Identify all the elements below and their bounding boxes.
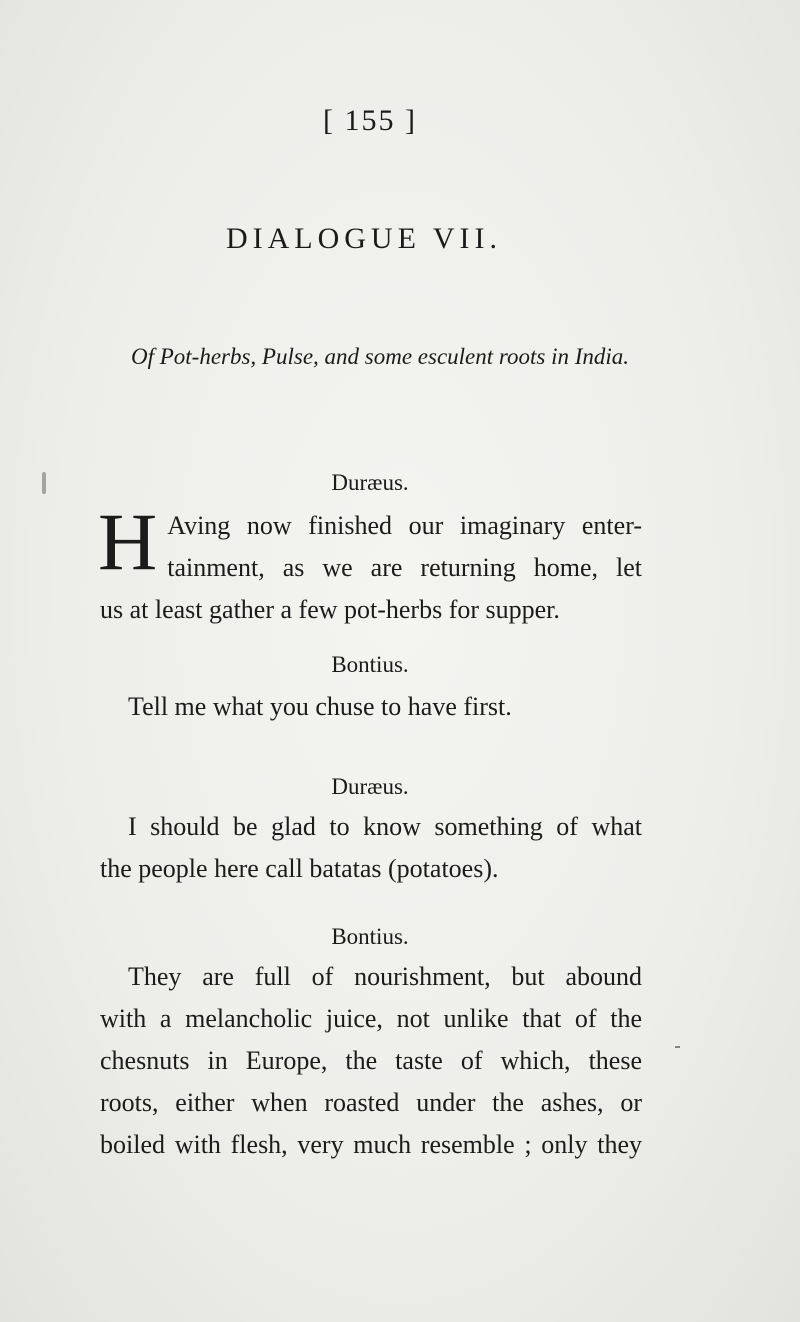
text-line: tainment, as we are returning home, let xyxy=(167,553,642,582)
chapter-title: DIALOGUE VII. xyxy=(225,222,503,255)
paragraph xyxy=(100,806,642,890)
speaker-heading: Duræus. xyxy=(331,470,409,495)
speaker-heading: Bontius. xyxy=(331,924,409,949)
paragraph xyxy=(98,496,642,631)
page-number: [ 155 ] xyxy=(323,104,417,137)
speaker-heading: Bontius. xyxy=(331,652,409,677)
speaker-heading: Duræus. xyxy=(331,774,409,799)
text-line: Tell me what you chuse to have first. xyxy=(128,692,512,721)
paragraph xyxy=(100,956,642,1166)
text-line: with a melancholic juice, not unlike that of the xyxy=(100,1004,642,1033)
text-line: I should be glad to know something of what xyxy=(128,812,642,841)
drop-cap: H xyxy=(98,496,158,587)
text-line: chesnuts in Europe, the taste of which, these xyxy=(100,1046,642,1075)
paragraph xyxy=(128,686,642,728)
text-line: boiled with flesh, very much resemble ; only they xyxy=(100,1130,642,1159)
text-line: the people here call batatas (potatoes). xyxy=(100,854,499,883)
text-line: us at least gather a few pot-herbs for supper. xyxy=(100,595,560,624)
text-line: They are full of nourishment, but abound xyxy=(128,962,642,991)
text-line: Aving now finished our imaginary enter- xyxy=(167,511,642,540)
chapter-subtitle: Of Pot-herbs, Pulse, and some esculent roots in India. xyxy=(130,344,630,369)
text-line: roots, either when roasted under the ashes, or xyxy=(100,1088,642,1117)
ink-speck xyxy=(675,1046,680,1048)
